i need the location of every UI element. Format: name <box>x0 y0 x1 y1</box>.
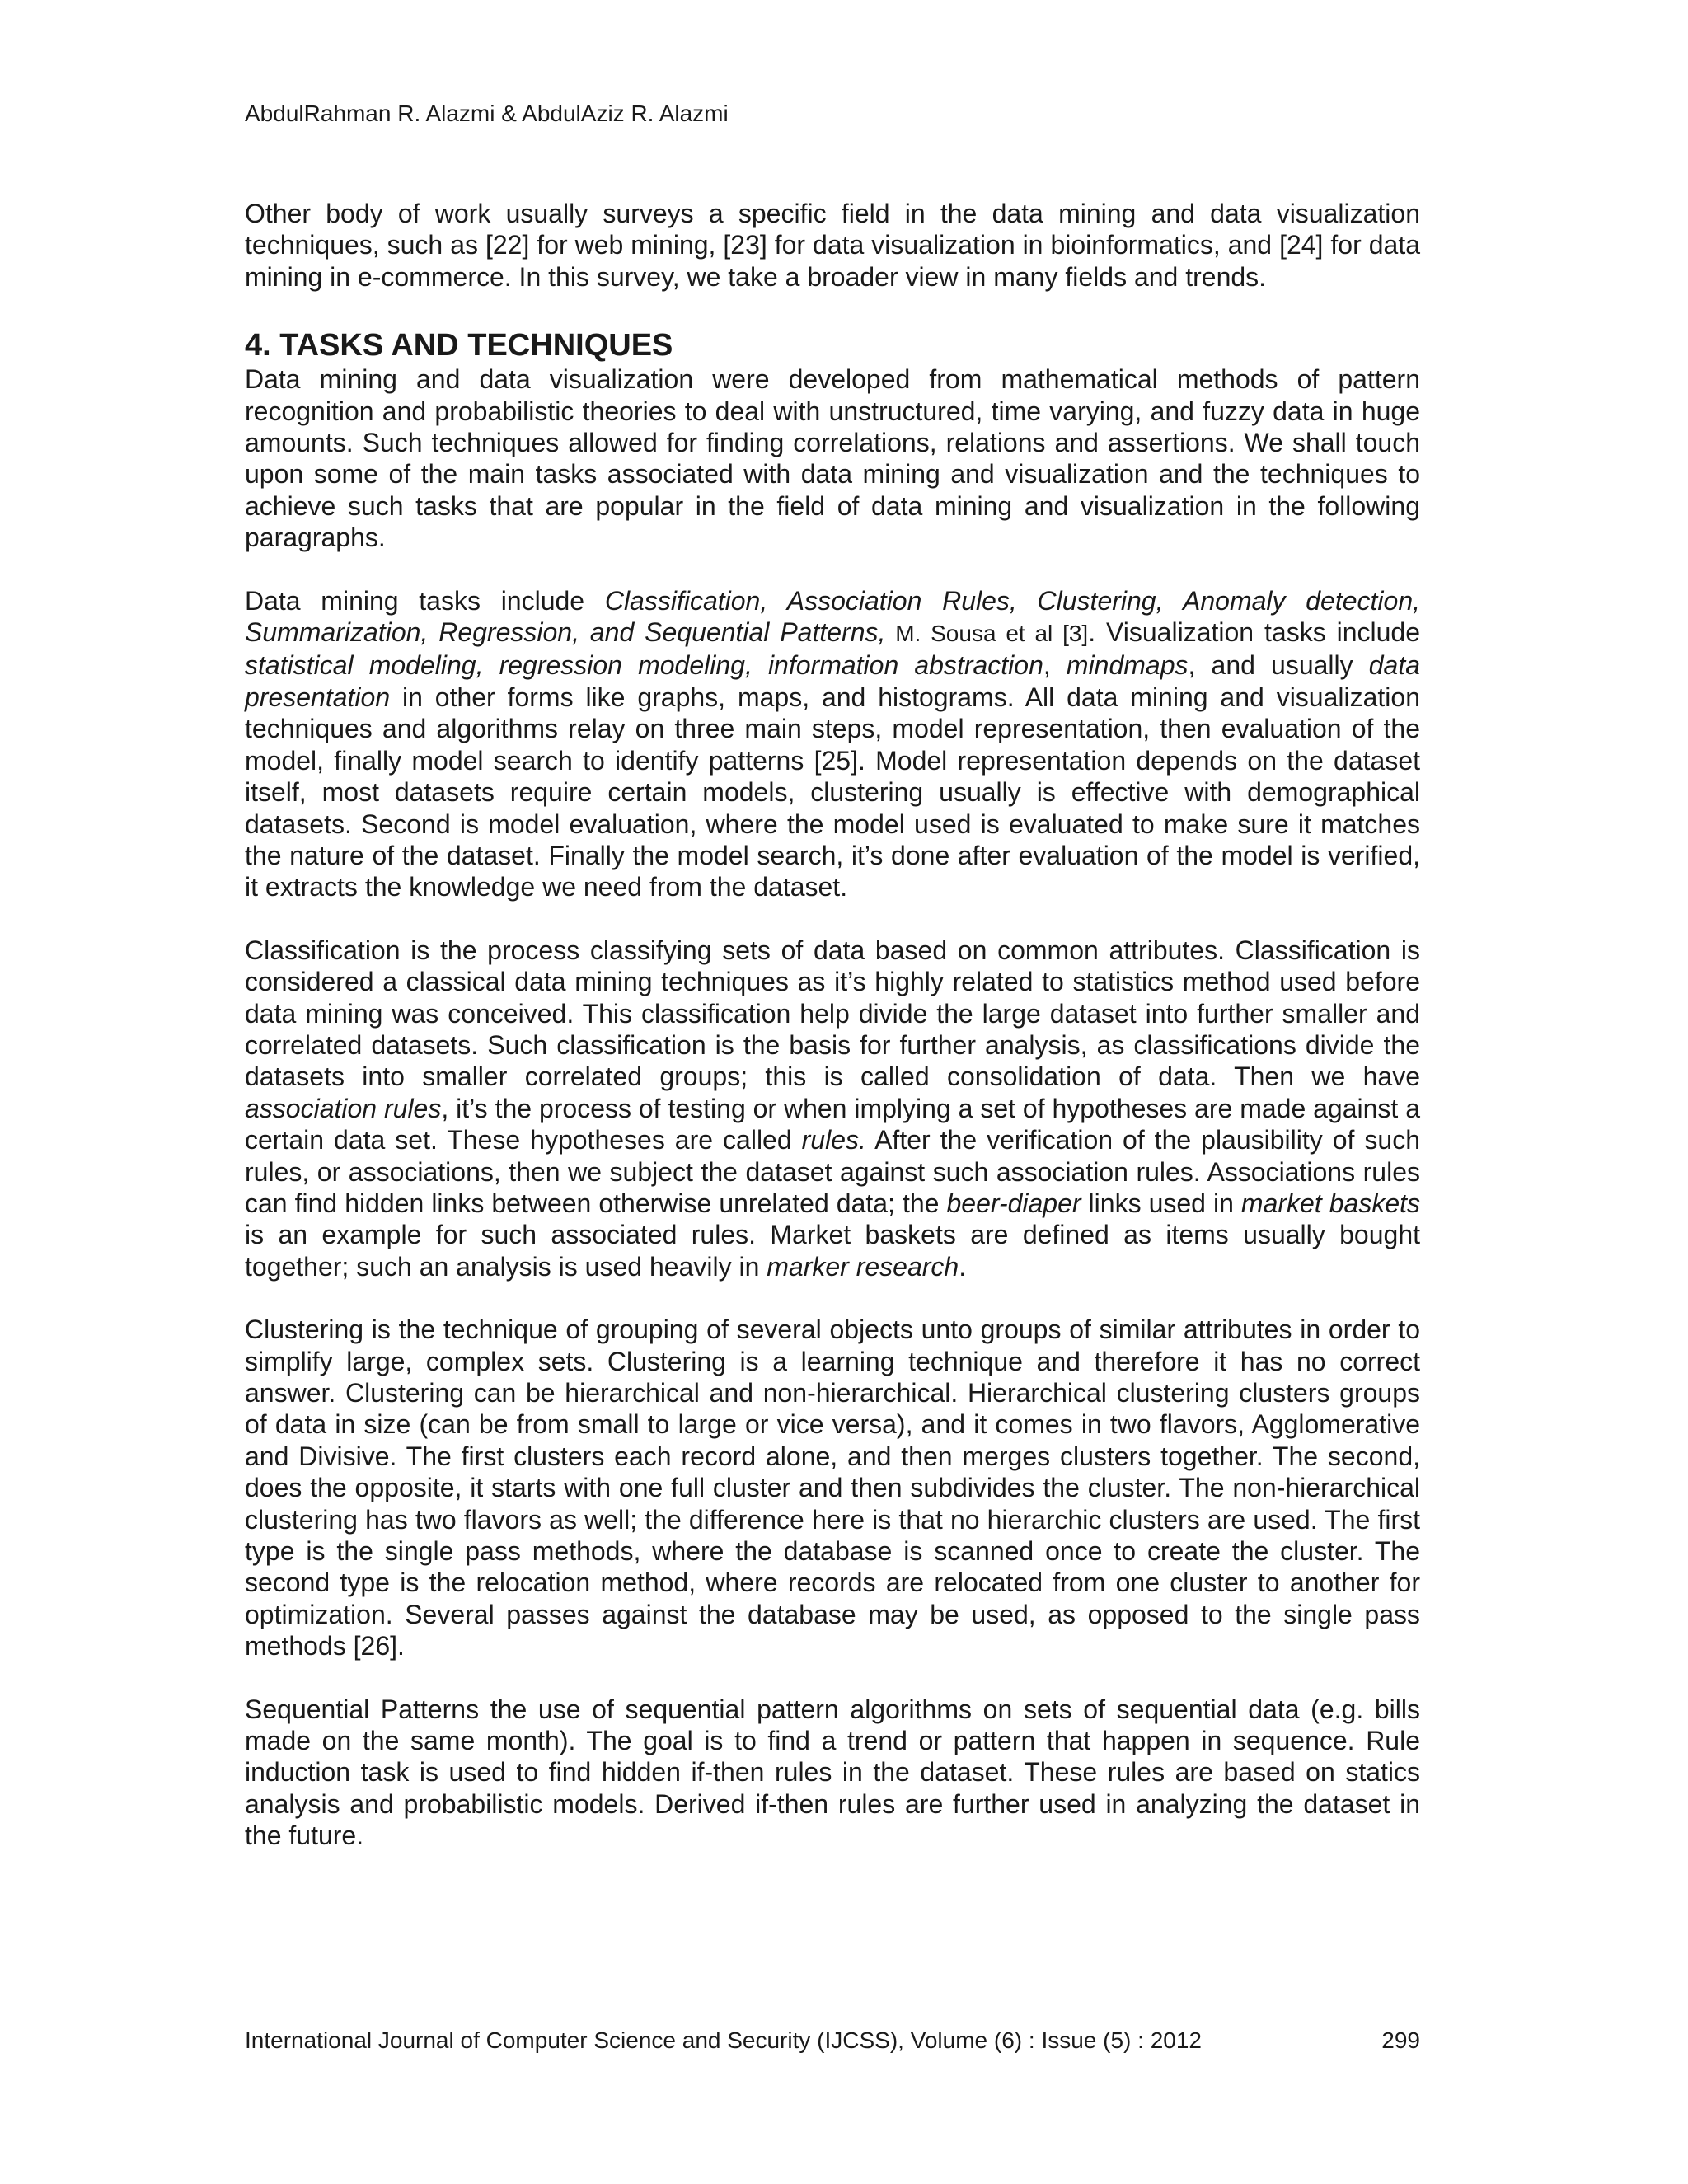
italic-run: market baskets <box>1240 1188 1421 1218</box>
italic-run: statistical modeling, regression modeling, information abstraction <box>245 650 1043 681</box>
running-header: AbdulRahman R. Alazmi & AbdulAziz R. Alazmi <box>245 101 729 126</box>
italic-run: marker research <box>767 1251 959 1282</box>
italic-run: association rules <box>245 1093 442 1123</box>
text-run: , and usually <box>1188 650 1369 681</box>
data-mining-tasks-paragraph <box>245 585 1420 903</box>
citation-run: M. Sousa et al [3] <box>885 621 1089 647</box>
italic-run: Classification, Association Rules, Clustering, Anomaly detection, Summarization, Regression, and Sequential Patterns, <box>245 585 1421 648</box>
italic-run: mindmaps <box>1066 650 1189 681</box>
text-run: in other forms like graphs, maps, and histograms. All data mining and visualization techniques and algorithms relay on three main steps, model representation, then evaluation of the model, finally model search to identify patterns [25]. Model representation depends on the dataset itself, most datasets require certain models, clustering usually is effective with demographical datasets. Second is model evaluation, where the model used is evaluated to make sure it matches the nature of the dataset. Finally the model search, it’s done after evaluation of the model is verified, it extracts the knowledge we need from the dataset. <box>245 682 1420 902</box>
italic-run: data presentation <box>245 650 1421 712</box>
sequential-patterns-paragraph: Sequential Patterns the use of sequential pattern algorithms on sets of sequential data (e.g. bills made on the same month). The goal is to find a trend or pattern that happen in sequence. Rule induction task is used to find hidden if-then rules in the dataset. These rules are based on statics analysis and probabilistic models. Derived if-then rules are further used in analyzing the dataset in the future. <box>245 1694 1420 1851</box>
section-heading: 4. TASKS AND TECHNIQUES <box>245 328 673 363</box>
journal-citation: International Journal of Computer Science and Security (IJCSS), Volume (6) : Issue (5) : 2012 <box>245 2027 1203 2053</box>
main-content <box>245 198 1420 1852</box>
text-run: Classification is the process classifying sets of data based on common attributes. Classification is considered a classical data mining techniques as it’s highly related to statistics method used before data mining was conceived. This classification help divide the large dataset into further smaller and correlated datasets. Such classification is the basis for further analysis, as classifications divide the datasets into smaller correlated groups; this is called consolidation of data. Then we have <box>245 935 1420 1092</box>
text-run: . Visualization tasks include <box>1088 617 1421 648</box>
text-run: Data mining tasks include <box>245 585 605 616</box>
page-number: 299 <box>1381 2027 1420 2053</box>
italic-run: beer-diaper <box>946 1188 1081 1218</box>
text-run: links used in <box>1081 1188 1241 1218</box>
clustering-paragraph: Clustering is the technique of grouping of several objects unto groups of similar attributes in order to simplify large, complex sets. Clustering is a learning technique and therefore it has no correct answer. Clustering can be hierarchical and non-hierarchical. Hierarchical clustering clusters groups of data in size (can be from small to large or vice versa), and it comes in two flavors, Agglomerative and Divisive. The first clusters each record alone, and then merges clusters together. The second, does the opposite, it starts with one full cluster and then subdivides the cluster. The non-hierarchical clustering has two flavors as well; the difference here is that no hierarchic clusters are used. The first type is the single pass methods, where the database is scanned once to create the cluster. The second type is the relocation method, where records are relocated from one cluster to another for optimization. Several passes against the database may be used, as opposed to the single pass methods [26]. <box>245 1315 1420 1661</box>
intro-paragraph: Other body of work usually surveys a specific field in the data mining and data visualization techniques, such as [22] for web mining, [23] for data visualization in bioinformatics, and [24] for data mining in e-commerce. In this survey, we take a broader view in many fields and trends. <box>245 199 1420 292</box>
text-run: is an example for such associated rules. Market baskets are defined as items usually bought together; such an analysis is used heavily in <box>245 1220 1420 1282</box>
italic-run: rules. <box>801 1125 866 1155</box>
text-run: , it’s the process of testing or when implying a set of hypotheses are made against a certain data set. These hypotheses are called <box>245 1093 1421 1155</box>
text-run: , <box>1043 650 1067 681</box>
text-run: . <box>959 1251 967 1282</box>
tasks-intro-paragraph: Data mining and data visualization were developed from mathematical methods of pattern recognition and probabilistic theories to deal with unstructured, time varying, and fuzzy data in huge amounts. Such techniques allowed for finding correlations, relations and assertions. We shall touch upon some of the main tasks associated with data mining and visualization and the techniques to achieve such tasks that are popular in the field of data mining and visualization in the following paragraphs. <box>245 364 1420 553</box>
page-footer <box>245 2024 1420 2057</box>
text-run: After the verification of the plausibility of such rules, or associations, then we subject the dataset against such association rules. Associations rules can find hidden links between otherwise unrelated data; the <box>245 1125 1421 1218</box>
classification-paragraph <box>245 935 1420 1282</box>
